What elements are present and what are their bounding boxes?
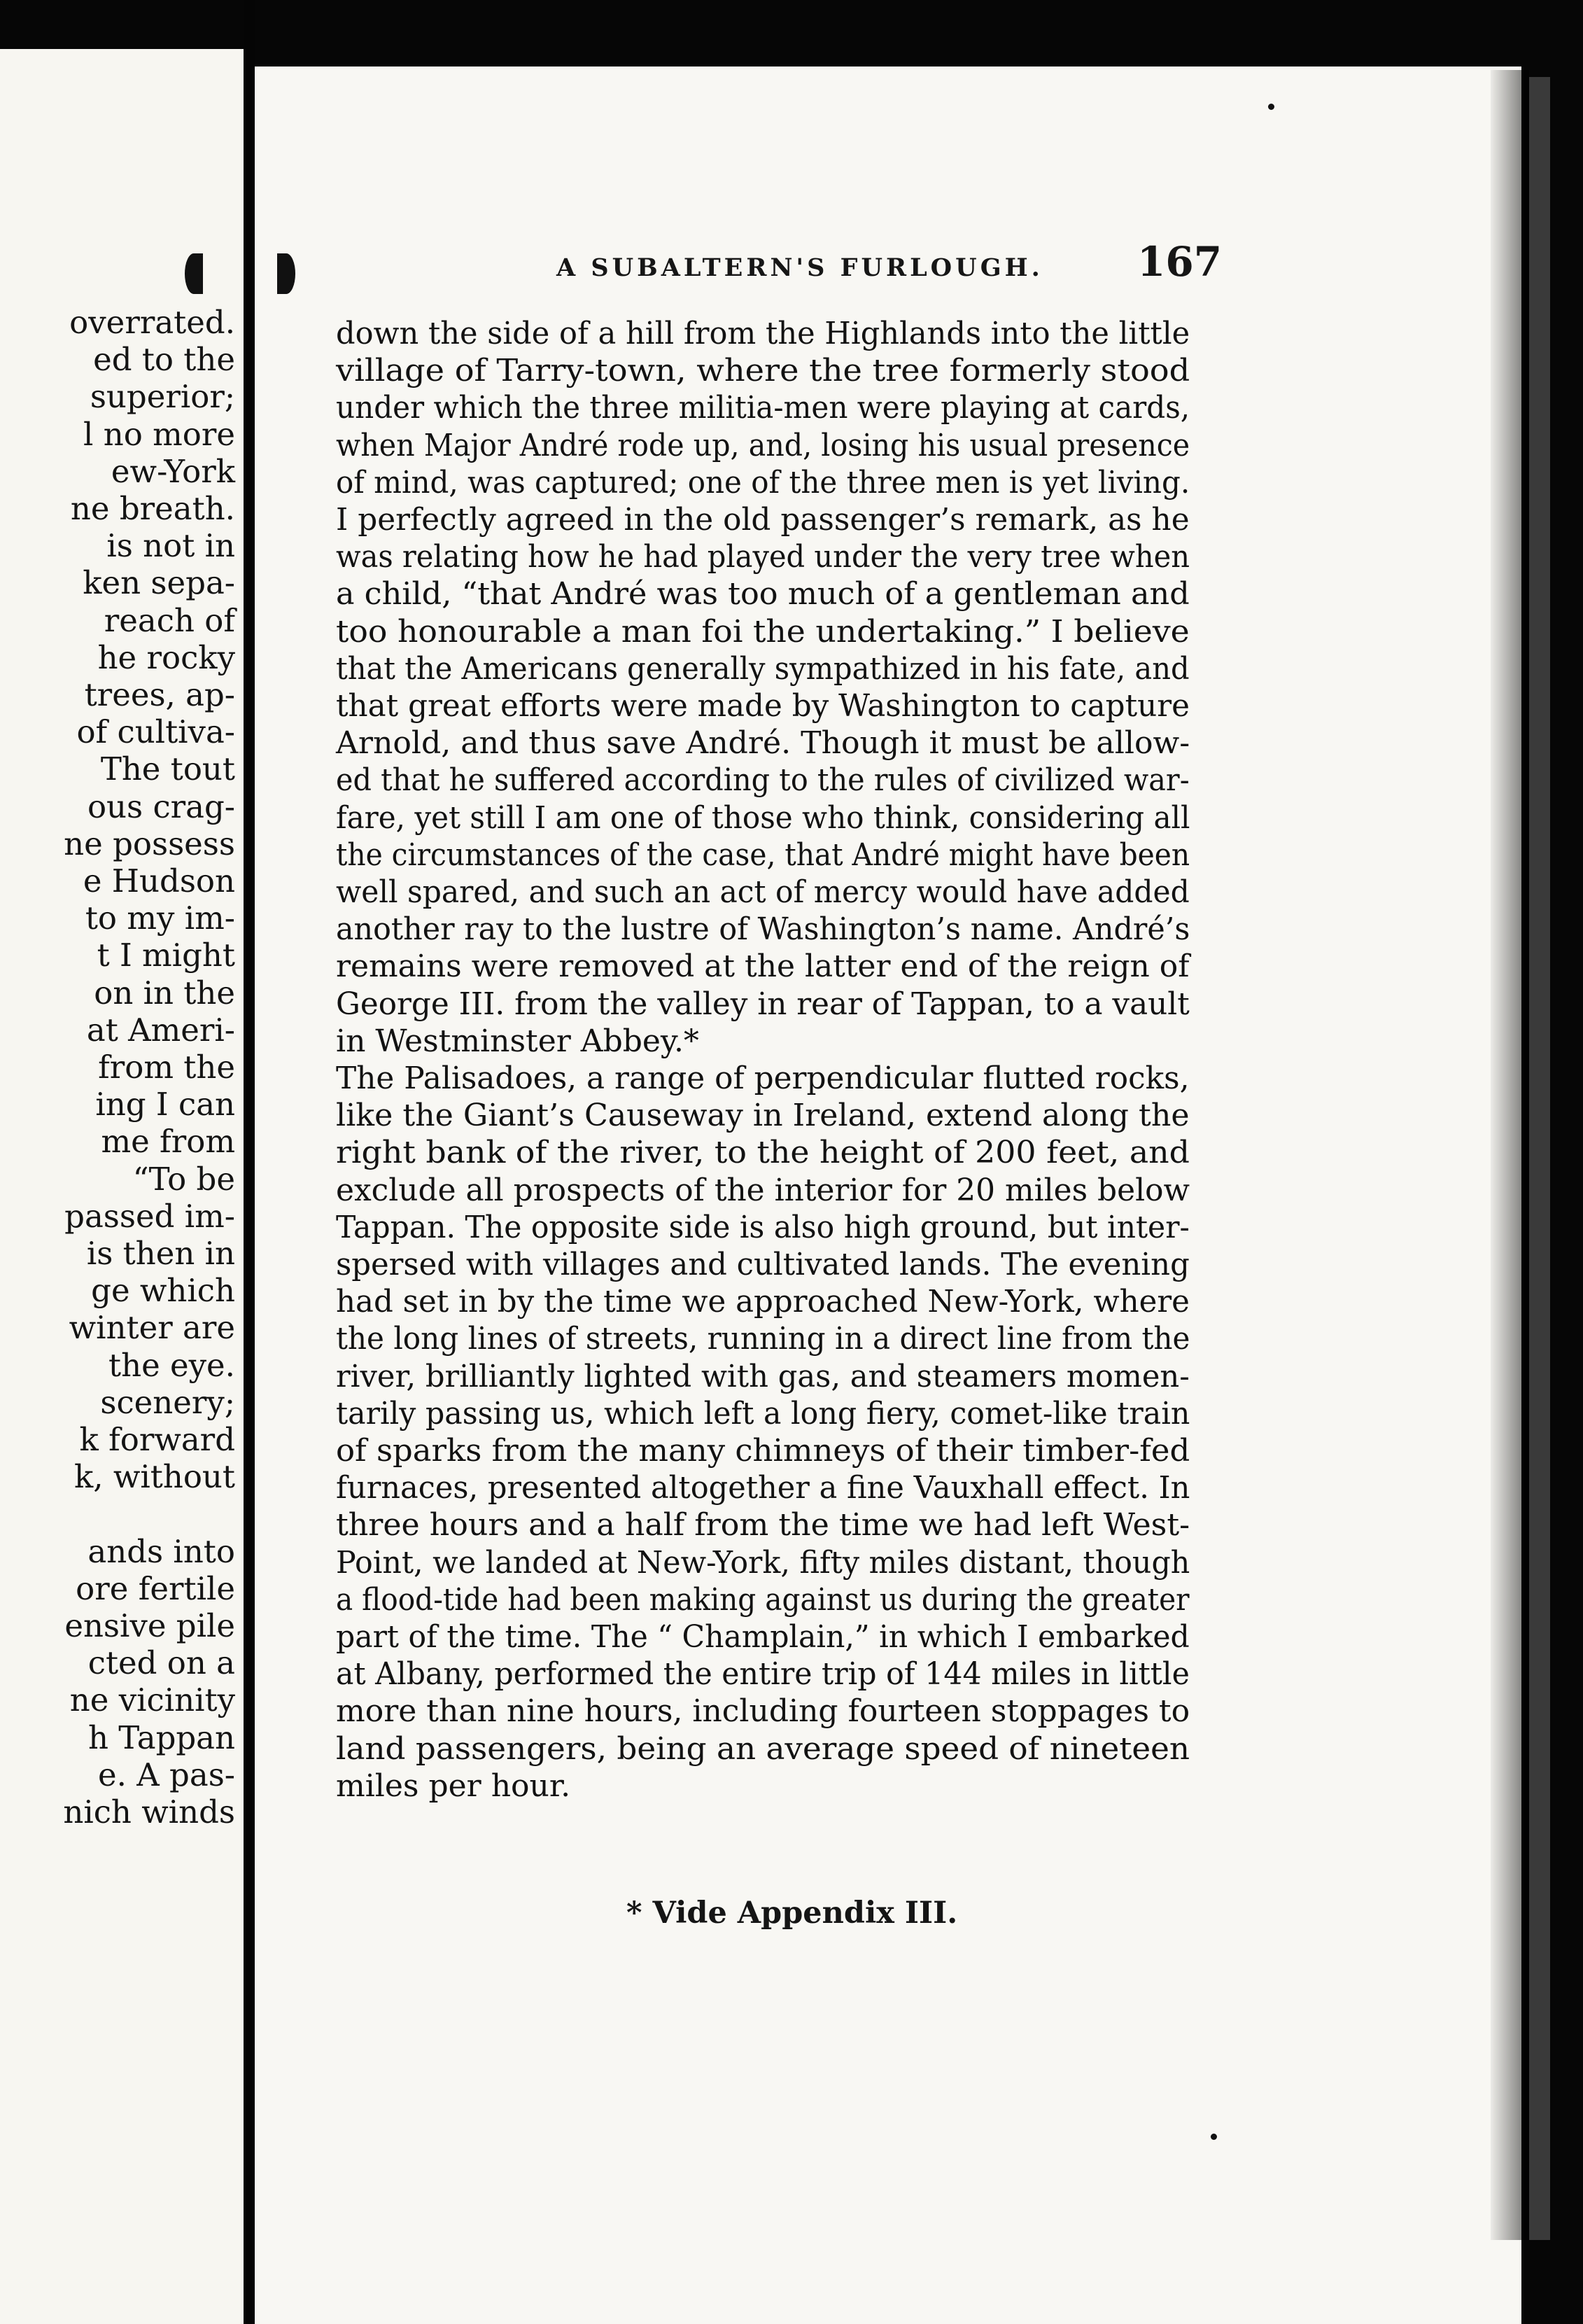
book-edge bbox=[1529, 77, 1550, 2240]
text-line: more than nine hours, including fourteen stoppages to bbox=[336, 1693, 1190, 1730]
text-line: that the Americans generally sympathized in his fate, and bbox=[336, 650, 1190, 687]
left-text-line: superior; bbox=[90, 378, 235, 416]
text-line: at Albany, performed the entire trip of 144 miles in little bbox=[336, 1656, 1190, 1693]
left-text-line: ken sepa- bbox=[83, 564, 235, 602]
scan-mark bbox=[185, 253, 203, 294]
text-line: of mind, was captured; one of the three men is yet living. bbox=[336, 464, 1190, 500]
left-text-line: ing I can bbox=[95, 1086, 235, 1124]
left-text-line: winter are bbox=[69, 1309, 235, 1347]
text-line: tarily passing us, which left a long fiery, comet-like train bbox=[336, 1395, 1190, 1432]
text-line: river, brilliantly lighted with gas, and steamers momen- bbox=[336, 1358, 1190, 1394]
page-edge-shadow bbox=[1491, 70, 1529, 2240]
scan-mark bbox=[1268, 104, 1274, 110]
left-text-line: k forward bbox=[79, 1421, 235, 1458]
text-line: exclude all prospects of the interior for 20 miles below bbox=[336, 1172, 1190, 1208]
text-line: three hours and a half from the time we had left West- bbox=[336, 1507, 1190, 1544]
left-text-line: from the bbox=[98, 1049, 235, 1086]
left-text-line: ed to the bbox=[93, 341, 235, 379]
text-line: spersed with villages and cultivated lands. The evening bbox=[336, 1247, 1190, 1282]
left-text-line: overrated. bbox=[69, 304, 235, 341]
text-line: Tappan. The opposite side is also high ground, but inter- bbox=[336, 1209, 1190, 1245]
left-text-line: ands into bbox=[87, 1532, 235, 1570]
text-line: part of the time. The “ Champlain,” in which I embarked bbox=[336, 1619, 1190, 1655]
left-text-line: of cultiva- bbox=[76, 713, 235, 751]
text-line: miles per hour. bbox=[336, 1768, 571, 1804]
text-line: The Palisadoes, a range of perpendicular flutted rocks, bbox=[336, 1060, 1190, 1096]
text-line: the circumstances of the case, that André might have been bbox=[336, 836, 1190, 873]
left-text-line: at Ameri- bbox=[86, 1011, 235, 1049]
left-text-line: ew-York bbox=[111, 452, 235, 490]
page-number: 167 bbox=[1137, 238, 1223, 286]
book-gutter bbox=[244, 0, 255, 2324]
text-line: fare, yet still I am one of those who think, considering all bbox=[336, 799, 1190, 836]
footnote: * Vide Appendix III. bbox=[626, 1896, 958, 1931]
left-text-line: k, without bbox=[73, 1458, 235, 1496]
left-text-line: reach of bbox=[104, 601, 235, 639]
left-text-line: is not in bbox=[106, 527, 235, 565]
text-line: another ray to the lustre of Washington’s name. André’s bbox=[336, 911, 1190, 948]
text-line: of sparks from the many chimneys of their timber-fed bbox=[336, 1433, 1190, 1469]
text-line: when Major André rode up, and, losing his usual presence bbox=[336, 427, 1190, 463]
text-line: the long lines of streets, running in a direct line from the bbox=[336, 1321, 1190, 1357]
text-line: land passengers, being an average speed of nineteen bbox=[336, 1730, 1190, 1767]
text-line: Arnold, and thus save André. Though it must be allow- bbox=[336, 725, 1190, 762]
text-line: village of Tarry-town, where the tree formerly stood bbox=[336, 353, 1190, 389]
left-text-line: passed im- bbox=[64, 1197, 235, 1235]
text-line: down the side of a hill from the Highlands into the little bbox=[336, 316, 1190, 351]
left-text-line: ne possess bbox=[64, 825, 235, 862]
text-line: furnaces, presented altogether a fine Vauxhall effect. In bbox=[336, 1470, 1190, 1506]
text-line: I perfectly agreed in the old passenger’s remark, as he bbox=[336, 502, 1190, 538]
text-line: too honourable a man foi the undertaking.” I believe bbox=[336, 613, 1190, 650]
left-text-line: is then in bbox=[86, 1235, 235, 1272]
left-text-line: cted on a bbox=[87, 1644, 235, 1682]
left-page bbox=[0, 49, 244, 2324]
left-text-line: the eye. bbox=[108, 1346, 235, 1384]
text-line: under which the three militia-men were playing at cards, bbox=[336, 390, 1190, 426]
left-text-line: nich winds bbox=[63, 1793, 235, 1830]
text-line: like the Giant’s Causeway in Ireland, extend along the bbox=[336, 1098, 1190, 1134]
text-line: Point, we landed at New-York, fifty miles distant, though bbox=[336, 1544, 1190, 1581]
text-line: a child, “that André was too much of a gentleman and bbox=[336, 576, 1190, 612]
left-text-line: ge which bbox=[91, 1272, 235, 1310]
left-text-line: scenery; bbox=[100, 1383, 235, 1421]
text-line: right bank of the river, to the height of 200 feet, and bbox=[336, 1135, 1190, 1171]
text-line: George III. from the valley in rear of Tappan, to a vault bbox=[336, 986, 1190, 1022]
left-text-line: ore fertile bbox=[76, 1569, 235, 1607]
text-line: well spared, and such an act of mercy would have added bbox=[336, 874, 1190, 910]
left-text-line: on in the bbox=[94, 974, 235, 1011]
left-text-line: e. A pas- bbox=[98, 1756, 235, 1793]
left-text-line: he rocky bbox=[97, 638, 235, 676]
scan-mark bbox=[1211, 2134, 1217, 2140]
left-text-line: to my im- bbox=[85, 899, 235, 937]
left-text-line: “To be bbox=[132, 1160, 235, 1198]
left-text-line: The tout bbox=[100, 750, 235, 788]
left-text-line: trees, ap- bbox=[84, 676, 235, 713]
left-text-line: ne breath. bbox=[70, 490, 235, 527]
left-text-line: t I might bbox=[97, 937, 235, 974]
text-line: remains were removed at the latter end of the reign of bbox=[336, 948, 1190, 985]
text-line: a flood-tide had been making against us during the greater bbox=[336, 1581, 1190, 1618]
text-line: was relating how he had played under the very tree when bbox=[336, 539, 1190, 575]
text-line: had set in by the time we approached New-York, where bbox=[336, 1284, 1190, 1320]
left-text-line: l no more bbox=[83, 415, 235, 453]
left-text-line: e Hudson bbox=[83, 862, 235, 899]
left-text-line: ne vicinity bbox=[69, 1681, 235, 1719]
text-line: in Westminster Abbey.* bbox=[336, 1023, 699, 1059]
text-line: that great efforts were made by Washington to capture bbox=[336, 688, 1190, 724]
scan-mark bbox=[277, 253, 295, 294]
text-line: ed that he suffered according to the rules of civilized war- bbox=[336, 762, 1190, 799]
left-text-line: me from bbox=[101, 1123, 235, 1161]
left-text-line: ous crag- bbox=[87, 788, 235, 825]
left-text-line: h Tappan bbox=[87, 1718, 235, 1756]
left-text-line: ensive pile bbox=[64, 1607, 235, 1644]
running-head: A SUBALTERN'S FURLOUGH. bbox=[556, 253, 1043, 282]
